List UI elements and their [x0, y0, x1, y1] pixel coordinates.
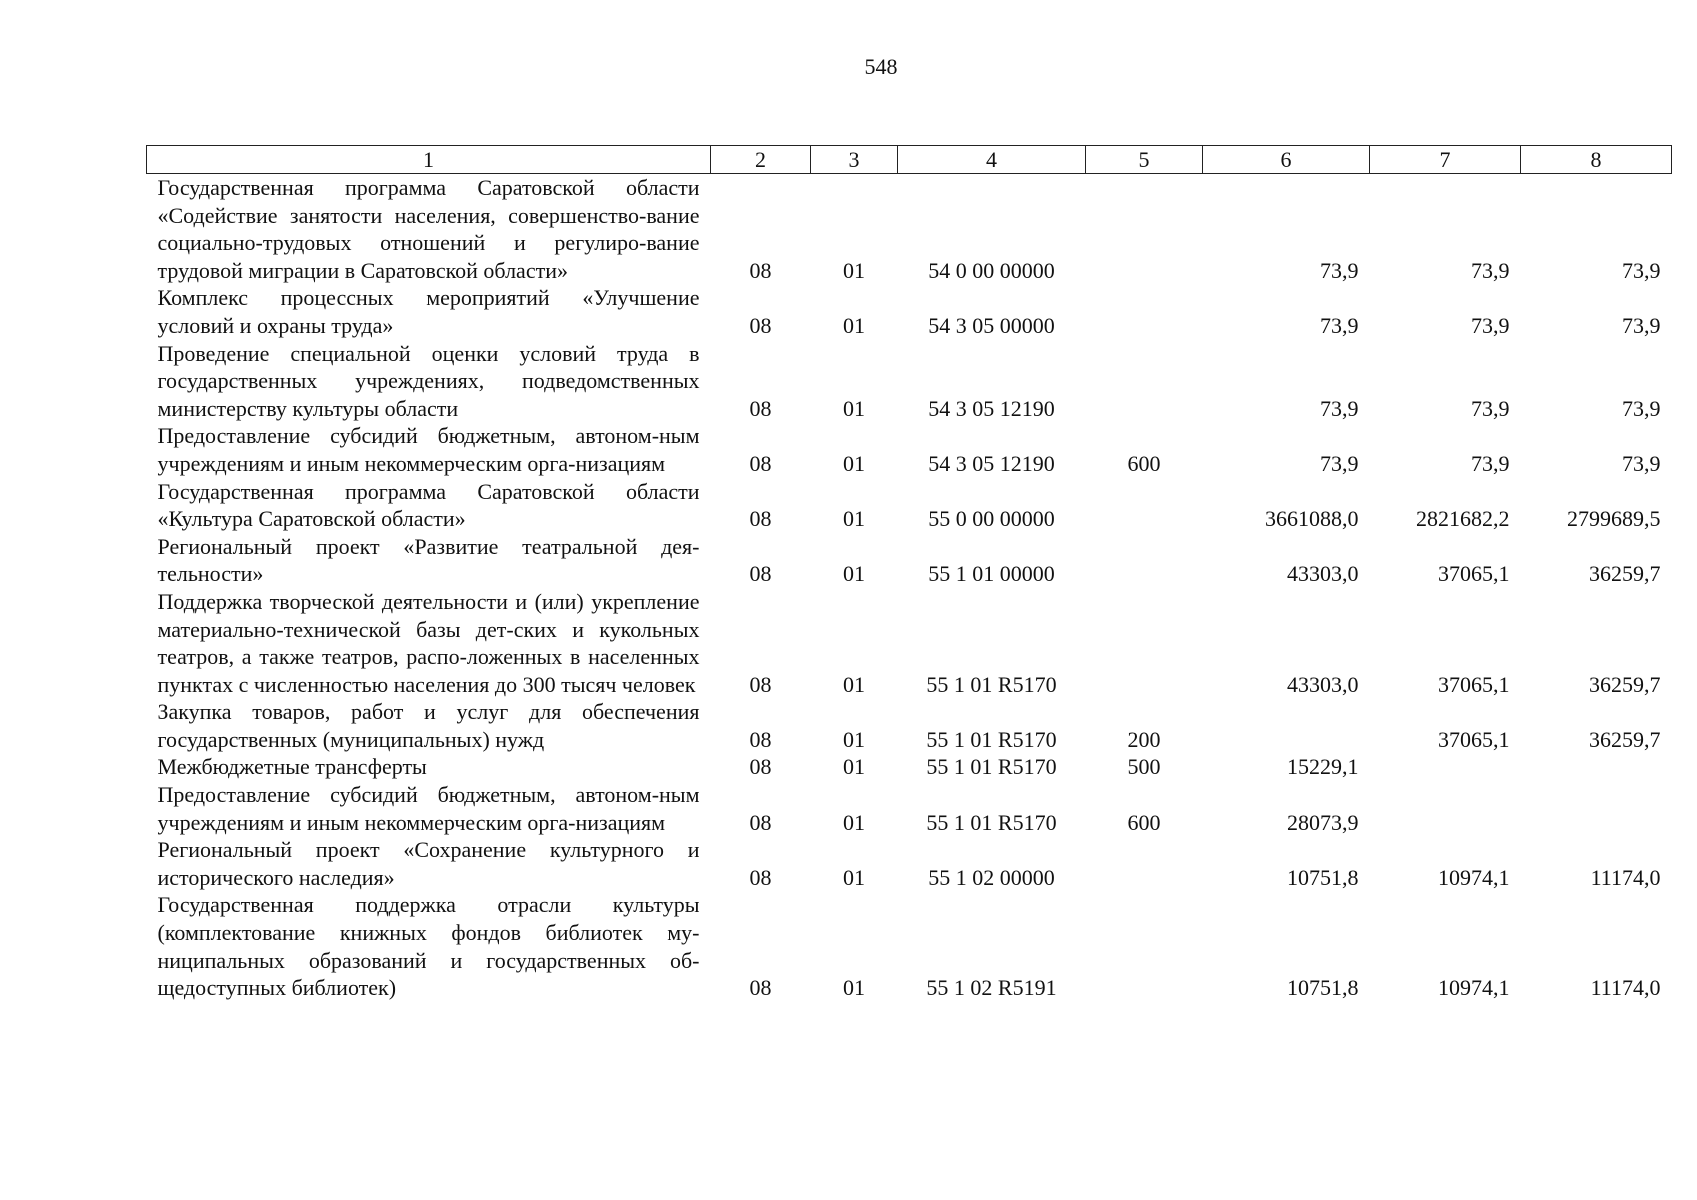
- column-header: 4: [898, 146, 1086, 174]
- cell-amount-6: 10751,8: [1287, 975, 1359, 1001]
- row-name: Государственная поддержка отрасли культуры (комплектование книжных фондов библиотек му-ниципальных образований и государственных об-щедоступных библиотек): [157, 892, 700, 1001]
- table-row: [147, 588, 1672, 698]
- cell-target-article: 55 1 02 R5191: [926, 975, 1057, 1001]
- cell-amount-6: 28073,9: [1287, 809, 1359, 835]
- cell-expense-type: [1086, 340, 1203, 423]
- table-row: [147, 753, 1672, 781]
- column-header: 3: [811, 146, 898, 174]
- column-header: 1: [147, 146, 711, 174]
- cell-expense-type: [1086, 533, 1203, 588]
- table-row: [147, 174, 1672, 285]
- cell-amount-6: 73,9: [1320, 312, 1359, 338]
- cell-amount-7: 2821682,2: [1416, 506, 1510, 532]
- column-header: 8: [1521, 146, 1672, 174]
- cell-amount-8: 36259,7: [1589, 726, 1661, 752]
- cell-expense-type: [1086, 284, 1203, 339]
- table-body: [147, 174, 1672, 1002]
- row-name: Комплекс процессных мероприятий «Улучшение условий и охраны труда»: [157, 285, 700, 338]
- cell-amount-8: 11174,0: [1590, 864, 1661, 890]
- cell-expense-type: [1086, 836, 1203, 891]
- cell-section: 08: [749, 257, 772, 283]
- cell-subsection: 01: [843, 561, 865, 587]
- table-row: [147, 284, 1672, 339]
- table-row: [147, 422, 1672, 477]
- cell-subsection: 01: [843, 450, 865, 476]
- cell-subsection: 01: [843, 312, 865, 338]
- cell-amount-6: 43303,0: [1287, 671, 1359, 697]
- cell-amount-6: 73,9: [1320, 450, 1359, 476]
- cell-amount-8: 2799689,5: [1567, 506, 1661, 532]
- table-row: [147, 698, 1672, 753]
- cell-subsection: 01: [843, 506, 865, 532]
- column-header: 7: [1370, 146, 1521, 174]
- cell-subsection: 01: [843, 395, 865, 421]
- cell-subsection: 01: [843, 864, 865, 890]
- cell-target-article: 54 3 05 00000: [928, 312, 1055, 338]
- cell-target-article: 55 1 01 R5170: [926, 754, 1057, 780]
- table-row: [147, 340, 1672, 423]
- header-row: [147, 146, 1672, 174]
- cell-amount-7: 37065,1: [1438, 561, 1510, 587]
- cell-amount-8: 73,9: [1622, 312, 1661, 338]
- row-name: Предоставление субсидий бюджетным, автоном-ным учреждениям и иным некоммерческим орга-низациям: [157, 782, 700, 835]
- cell-amount-8: 36259,7: [1589, 671, 1661, 697]
- cell-amount-6: 3661088,0: [1265, 506, 1359, 532]
- cell-amount-7: 73,9: [1471, 450, 1510, 476]
- cell-amount-8: 11174,0: [1590, 975, 1661, 1001]
- cell-subsection: 01: [843, 726, 865, 752]
- budget-table: [146, 145, 1672, 1002]
- cell-subsection: 01: [843, 809, 865, 835]
- cell-subsection: 01: [843, 257, 865, 283]
- cell-amount-7: 73,9: [1471, 257, 1510, 283]
- row-name: Проведение специальной оценки условий труда в государственных учреждениях, подведомственных министерству культуры области: [157, 340, 700, 421]
- cell-amount-7: 73,9: [1471, 395, 1510, 421]
- cell-amount-6: 15229,1: [1287, 754, 1359, 780]
- row-name: Поддержка творческой деятельности и (или) укрепление материально-технической базы дет-ских и кукольных театров, а также театров, распо-ложенных в населенных пунктах с численностью населения до 300 тысяч человек: [157, 588, 700, 697]
- cell-expense-type: 200: [1127, 726, 1161, 752]
- cell-target-article: 55 1 01 R5170: [926, 809, 1057, 835]
- cell-amount-7: 10974,1: [1438, 864, 1510, 890]
- cell-section: 08: [749, 506, 772, 532]
- cell-section: 08: [749, 975, 772, 1001]
- cell-target-article: 55 0 00 00000: [928, 506, 1055, 532]
- column-header: 6: [1203, 146, 1370, 174]
- cell-amount-8: 73,9: [1622, 450, 1661, 476]
- cell-expense-type: 500: [1127, 754, 1161, 780]
- cell-target-article: 55 1 01 R5170: [926, 671, 1057, 697]
- cell-section: 08: [749, 754, 772, 780]
- table-row: [147, 478, 1672, 533]
- cell-section: 08: [749, 561, 772, 587]
- row-name: Межбюджетные трансферты: [157, 754, 427, 780]
- cell-amount-6: 10751,8: [1287, 864, 1359, 890]
- cell-target-article: 55 1 02 00000: [928, 864, 1055, 890]
- cell-target-article: 54 3 05 12190: [928, 395, 1055, 421]
- cell-target-article: 55 1 01 00000: [928, 561, 1055, 587]
- cell-target-article: 54 3 05 12190: [928, 450, 1055, 476]
- cell-expense-type: [1086, 588, 1203, 698]
- cell-amount-7: 73,9: [1471, 312, 1510, 338]
- table-row: [147, 836, 1672, 891]
- cell-amount-8: 73,9: [1622, 395, 1661, 421]
- cell-amount-7: 10974,1: [1438, 975, 1510, 1001]
- page-number: 548: [864, 54, 898, 79]
- column-header: 5: [1086, 146, 1203, 174]
- cell-subsection: 01: [843, 671, 865, 697]
- cell-amount-8: 73,9: [1622, 257, 1661, 283]
- cell-expense-type: [1086, 891, 1203, 1001]
- cell-amount-7: 37065,1: [1438, 671, 1510, 697]
- row-name: Предоставление субсидий бюджетным, автоном-ным учреждениям и иным некоммерческим орга-низациям: [157, 423, 700, 476]
- cell-amount-6: [1203, 698, 1370, 753]
- row-name: Закупка товаров, работ и услуг для обеспечения государственных (муниципальных) нужд: [157, 699, 700, 752]
- cell-expense-type: 600: [1127, 809, 1161, 835]
- table-row: [147, 781, 1672, 836]
- table-row: [147, 891, 1672, 1001]
- row-name: Региональный проект «Развитие театральной дея-тельности»: [157, 533, 700, 587]
- cell-amount-8: [1521, 753, 1672, 781]
- cell-subsection: 01: [843, 975, 865, 1001]
- cell-section: 08: [749, 312, 772, 338]
- column-header: 2: [711, 146, 811, 174]
- cell-amount-7: [1370, 753, 1521, 781]
- cell-amount-6: 73,9: [1320, 257, 1359, 283]
- cell-target-article: 54 0 00 00000: [928, 257, 1055, 283]
- cell-amount-7: 37065,1: [1438, 726, 1510, 752]
- cell-expense-type: [1086, 174, 1203, 285]
- row-name: Региональный проект «Сохранение культурного и исторического наследия»: [157, 837, 700, 890]
- cell-section: 08: [749, 671, 772, 697]
- cell-amount-7: [1370, 781, 1521, 836]
- cell-amount-6: 43303,0: [1287, 561, 1359, 587]
- cell-amount-8: [1521, 781, 1672, 836]
- cell-section: 08: [749, 450, 772, 476]
- cell-amount-6: 73,9: [1320, 395, 1359, 421]
- cell-section: 08: [749, 809, 772, 835]
- cell-amount-8: 36259,7: [1589, 561, 1661, 587]
- cell-target-article: 55 1 01 R5170: [926, 726, 1057, 752]
- cell-expense-type: [1086, 478, 1203, 533]
- cell-subsection: 01: [843, 754, 865, 780]
- cell-expense-type: 600: [1127, 450, 1161, 476]
- cell-section: 08: [749, 864, 772, 890]
- row-name: Государственная программа Саратовской области «Содействие занятости населения, совершенство-вание социально-трудовых отношений и регулиро-вание трудовой миграции в Саратовской области»: [157, 175, 700, 283]
- table-row: [147, 533, 1672, 588]
- cell-section: 08: [749, 726, 772, 752]
- row-name: Государственная программа Саратовской области «Культура Саратовской области»: [157, 478, 700, 532]
- cell-section: 08: [749, 395, 772, 421]
